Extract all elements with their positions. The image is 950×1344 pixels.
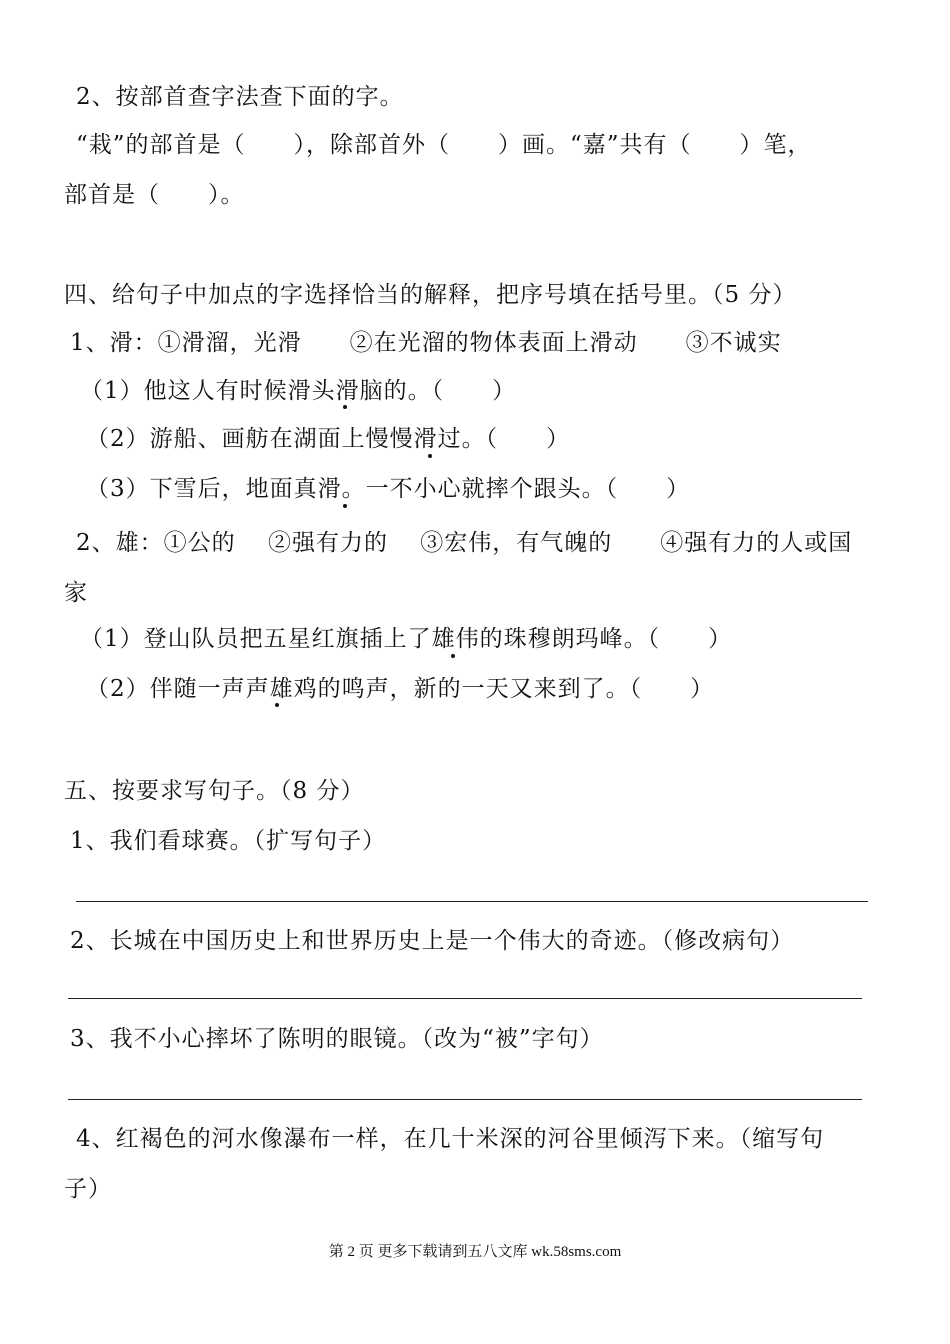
- section4-q2-sentence2: （2）伴随一声声雄鸡的鸣声，新的一天又来到了。（ ）: [86, 676, 715, 702]
- section5-q4-line1: 4、红褐色的河水像瀑布一样，在几十米深的河谷里倾泻下来。（缩写句: [76, 1126, 825, 1152]
- section4-q1-options: 1、滑：①滑溜，光滑 ②在光溜的物体表面上滑动 ③不诚实: [70, 330, 782, 356]
- section4-q1-sentence3: （3）下雪后，地面真滑。一不小心就摔个跟头。（ ）: [86, 476, 691, 502]
- section3-q2-line1: “栽”的部首是（ ），除部首外（ ）画。“嘉”共有（ ）笔，: [76, 132, 812, 158]
- emphasis-dot: [275, 703, 279, 707]
- section4-q2-sentence1: （1）登山队员把五星红旗插上了雄伟的珠穆朗玛峰。（ ）: [80, 626, 733, 652]
- section5-q3: 3、我不小心摔坏了陈明的眼镜。（改为“被”字句）: [70, 1026, 604, 1052]
- emphasis-dot: [428, 454, 432, 458]
- section5-heading: 五、按要求写句子。（8 分）: [64, 778, 365, 804]
- page-footer: 第 2 页 更多下载请到五八文库 wk.58sms.com: [328, 1244, 622, 1260]
- section3-q2-line2: 部首是（ ）。: [64, 182, 245, 208]
- emphasis-dot: [343, 405, 347, 409]
- section5-q1: 1、我们看球赛。（扩写句子）: [70, 828, 387, 854]
- answer-line: [68, 1099, 862, 1100]
- answer-line: [76, 901, 868, 902]
- emphasis-dot: [343, 504, 347, 508]
- section4-heading: 四、给句子中加点的字选择恰当的解释，把序号填在括号里。（5 分）: [64, 282, 797, 308]
- section4-q1-sentence2: （2）游船、画舫在湖面上慢慢滑过。（ ）: [86, 426, 571, 452]
- section3-q2-title: 2、按部首查字法查下面的字。: [76, 84, 404, 110]
- section5-q4-line2: 子）: [64, 1176, 112, 1202]
- section5-q2: 2、长城在中国历史上和世界历史上是一个伟大的奇迹。（修改病句）: [70, 928, 795, 954]
- emphasis-dot: [451, 654, 455, 658]
- section4-q1-sentence1: （1）他这人有时候滑头滑脑的。（ ）: [80, 378, 517, 404]
- answer-line: [68, 998, 862, 999]
- section4-q2-options-line1: 2、雄：①公的 ②强有力的 ③宏伟，有气魄的 ④强有力的人或国: [76, 530, 853, 556]
- section4-q2-options-line2: 家: [64, 580, 88, 606]
